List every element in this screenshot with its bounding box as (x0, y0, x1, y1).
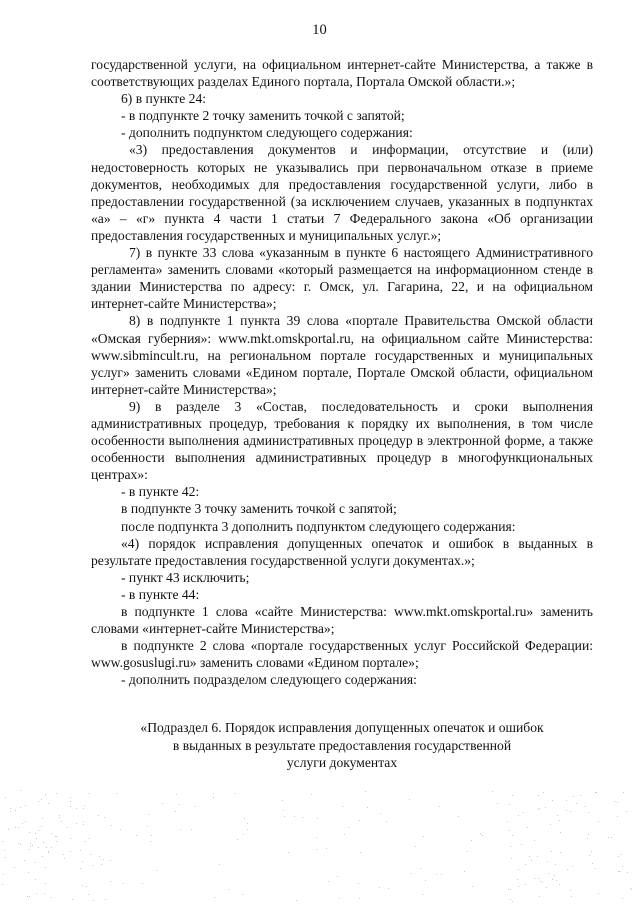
scan-speck (556, 880, 557, 881)
scan-speck (25, 805, 26, 806)
scan-speck (614, 801, 615, 802)
scan-speck (518, 869, 519, 870)
scan-speck (30, 846, 31, 847)
paragraph-item-9: 9) в разделе 3 «Состав, последовательность и сроки выполнения административных процедур, требования к порядку их выполнения, в том числе особенности выполнения административных процедур в электронной форме, а также особенности выполнения административных процедур в многофункциональных центрах»: (91, 398, 593, 483)
scan-speck (622, 898, 623, 899)
subsection-heading-line-3: услуги документах (286, 754, 398, 770)
scan-speck (546, 887, 547, 888)
scan-speck (110, 860, 111, 861)
scan-speck (29, 832, 30, 833)
scan-speck (35, 833, 36, 834)
scan-speck (46, 847, 47, 848)
scan-speck (344, 834, 345, 835)
scan-speck (51, 833, 52, 834)
scan-speck (531, 860, 532, 861)
scan-speck (195, 806, 196, 807)
scan-speck (517, 879, 518, 880)
scan-speck (44, 893, 45, 894)
scan-speck (379, 887, 380, 888)
scan-speck (555, 864, 556, 865)
scan-speck (38, 847, 39, 848)
scan-speck (552, 879, 553, 880)
scan-speck (51, 847, 52, 848)
scan-speck (482, 835, 483, 836)
scan-speck (3, 874, 4, 875)
scan-speck (423, 836, 424, 837)
scan-speck (559, 820, 560, 821)
scan-speck (512, 901, 513, 902)
scan-speck (29, 849, 30, 850)
scan-speck (365, 791, 366, 792)
scan-speck (247, 829, 248, 830)
scan-speck (608, 837, 609, 838)
scan-speck (511, 858, 512, 859)
scan-speck (247, 823, 248, 824)
scan-speck (20, 844, 21, 845)
scan-speck (316, 849, 317, 850)
scan-speck (8, 829, 9, 830)
scan-speck (15, 810, 16, 811)
scan-speck (43, 842, 44, 843)
scan-speck (61, 821, 62, 822)
scan-speck (339, 898, 340, 899)
scan-speck (235, 793, 236, 794)
scan-speck (509, 830, 510, 831)
scan-speck (82, 861, 83, 862)
scan-speck (497, 803, 498, 804)
scan-speck (422, 894, 423, 895)
scan-speck (120, 829, 121, 830)
scan-speck (619, 871, 620, 872)
scan-speck (30, 843, 31, 844)
scan-speck (527, 827, 528, 828)
paragraph-add-subsection: - дополнить подразделом следующего содержания: (121, 672, 417, 688)
scan-speck (24, 860, 25, 861)
scan-speck (20, 790, 21, 791)
scan-speck (82, 885, 83, 886)
scan-speck (219, 864, 220, 865)
paragraph-item-6: 6) в пункте 24: (121, 91, 207, 107)
scan-speck (147, 826, 148, 827)
scan-speck (566, 800, 567, 801)
scan-speck (111, 825, 112, 826)
scan-speck (360, 852, 361, 853)
scan-speck (123, 883, 124, 884)
subsection-heading (91, 719, 593, 770)
scan-speck (45, 794, 46, 795)
scan-speck (85, 841, 86, 842)
scan-speck (543, 792, 544, 793)
scan-speck (18, 827, 19, 828)
scan-speck (29, 896, 30, 897)
scan-speck (386, 821, 387, 822)
scan-speck (42, 856, 43, 857)
scan-speck (467, 851, 468, 852)
scan-speck (588, 834, 589, 835)
scan-speck (110, 881, 111, 882)
scan-speck (409, 799, 410, 800)
scan-speck (20, 807, 21, 808)
scan-speck (439, 806, 440, 807)
scan-speck (472, 886, 473, 887)
scan-speck (622, 866, 623, 867)
paragraph-sub-3-replace: в подпункте 3 точку заменить точкой с запятой; (121, 501, 397, 517)
scan-speck (86, 886, 87, 887)
scan-speck (48, 803, 49, 804)
scan-speck (156, 870, 157, 871)
scan-speck (89, 793, 90, 794)
scan-speck (93, 900, 94, 901)
scan-speck (415, 846, 416, 847)
scan-speck (316, 837, 317, 838)
scan-speck (150, 841, 151, 842)
scan-speck (2, 884, 3, 885)
scan-speck (36, 893, 37, 894)
paragraph-continuation: государственной услуги, на официальном интернет-сайте Министерства, а также в соответствующих разделах Единого портала, Портала Омской области.»; (91, 57, 593, 90)
scan-speck (88, 894, 89, 895)
scan-speck (51, 897, 52, 898)
paragraph-sub-2-replace: в подпункте 2 слова «портале государственных услуг Российской Федерации: www.gosuslugi.ru» заменить словами «Едином портале»; (91, 638, 593, 671)
scan-speck (621, 854, 622, 855)
scan-speck (560, 832, 561, 833)
scan-speck (317, 818, 318, 819)
scan-speck (557, 815, 558, 816)
scan-speck (441, 874, 442, 875)
scan-speck (38, 801, 39, 802)
scan-speck (630, 888, 631, 889)
scan-speck (627, 872, 628, 873)
scan-speck (76, 823, 77, 824)
scan-speck (380, 813, 381, 814)
paragraph-sub-4-text: «4) порядок исправления допущенных опечаток и ошибок в выданных в результате предоставления государственной услуги документах.»; (91, 535, 593, 568)
scan-speck (538, 809, 539, 810)
scan-speck (525, 884, 526, 885)
scan-speck (83, 824, 84, 825)
scan-speck (27, 896, 28, 897)
scan-speck (244, 818, 245, 819)
scan-speck (598, 893, 599, 894)
scan-speck (337, 876, 338, 877)
scan-speck (539, 896, 540, 897)
subsection-heading-line-2: в выданных в результате предоставления государственной (172, 737, 512, 753)
scan-speck (571, 896, 572, 897)
scan-speck (70, 851, 71, 852)
scan-speck (367, 807, 368, 808)
scan-speck (191, 829, 192, 830)
scan-speck (35, 862, 36, 863)
scan-speck (45, 867, 46, 868)
scan-speck (237, 839, 238, 840)
scan-speck (213, 793, 214, 794)
scan-speck (15, 827, 16, 828)
scan-speck (492, 791, 493, 792)
paragraph-add-sub: - дополнить подпунктом следующего содержания: (121, 125, 413, 141)
scan-speck (48, 852, 49, 853)
scan-speck (142, 883, 143, 884)
paragraph-item-7: 7) в пункте 33 слова «указанным в пункте 6 настоящего Административного регламента» заменить словами «который размещается на информационном стенде в здании Министерства по адресу: г. Омск, ул. Гагарина, 22, и на официальном интернет-сайте Министерства»; (91, 245, 593, 312)
scan-speck (294, 816, 295, 817)
scan-speck (580, 795, 581, 796)
scan-speck (523, 812, 524, 813)
scan-speck (89, 838, 90, 839)
scan-speck (509, 804, 510, 805)
scan-speck (80, 850, 81, 851)
scan-speck (179, 804, 180, 805)
scan-speck (617, 802, 618, 803)
scan-speck (176, 794, 177, 795)
scan-speck (359, 820, 360, 821)
scan-speck (311, 794, 312, 795)
scan-speck (595, 868, 596, 869)
scan-speck (538, 878, 539, 879)
scan-speck (92, 865, 93, 866)
scan-speck (591, 851, 592, 852)
paragraph-point-44: - в пункте 44: (121, 586, 200, 602)
scan-speck (510, 889, 511, 890)
scan-speck (38, 830, 39, 831)
paragraph-sub-1-replace: в подпункте 1 слова «сайте Министерства: www.mkt.omskportal.ru» заменить словами «интернет-сайте Министерства»; (91, 604, 593, 637)
scan-speck (507, 821, 508, 822)
scan-speck (547, 861, 548, 862)
scan-speck (618, 871, 619, 872)
scan-speck (525, 864, 526, 865)
scan-speck (545, 807, 546, 808)
scan-speck (508, 889, 509, 890)
scan-speck (116, 793, 117, 794)
scan-speck (282, 800, 283, 801)
scan-speck (542, 882, 543, 883)
scan-speck (36, 838, 37, 839)
scan-speck (22, 823, 23, 824)
scan-speck (67, 827, 68, 828)
scan-speck (548, 873, 549, 874)
scan-speck (162, 803, 163, 804)
scan-speck (302, 817, 303, 818)
scan-speck (63, 854, 64, 855)
scan-speck (35, 879, 36, 880)
scan-speck (592, 863, 593, 864)
scan-speck (611, 837, 612, 838)
scan-speck (14, 867, 15, 868)
scan-speck (617, 816, 618, 817)
paragraph-item-8: 8) в подпункте 1 пункта 39 слова «портале Правительства Омской области «Омская губерния»: www.mkt.omskportal.ru, на официальном сайте Министерства: www.sibmincult.ru, на региональном портале государственных и муниципальных услуг» заменить словами «Едином портале, Портале Омской области, официальном интернет-сайте Министерства»; (91, 313, 593, 397)
scan-speck (151, 835, 152, 836)
scan-speck (104, 817, 105, 818)
scan-speck (560, 852, 561, 853)
scan-speck (570, 811, 571, 812)
scan-speck (518, 886, 519, 887)
scan-speck (242, 894, 243, 895)
scan-speck (510, 846, 511, 847)
page-number: 10 (312, 22, 327, 38)
scan-speck (425, 880, 426, 881)
scan-speck (59, 815, 60, 816)
scan-speck (388, 888, 389, 889)
scan-speck (538, 795, 539, 796)
scan-speck (598, 821, 599, 822)
scan-speck (589, 855, 590, 856)
scan-speck (342, 806, 343, 807)
scan-speck (70, 797, 71, 798)
scan-speck (80, 868, 81, 869)
scan-speck (98, 815, 99, 816)
scan-speck (76, 808, 77, 809)
scan-speck (18, 843, 19, 844)
paragraph-point-42: - в пункте 42: (121, 484, 200, 500)
scan-speck (552, 800, 553, 801)
scan-speck (631, 889, 632, 890)
scan-speck (70, 838, 71, 839)
scan-speck (83, 808, 84, 809)
scan-speck (559, 884, 560, 885)
scan-speck (10, 808, 11, 809)
scan-speck (572, 866, 573, 867)
scan-speck (56, 836, 57, 837)
scan-speck (136, 835, 137, 836)
scan-speck (90, 854, 91, 855)
scan-speck (566, 810, 567, 811)
scan-speck (518, 815, 519, 816)
scan-speck (103, 859, 104, 860)
scan-speck (411, 873, 412, 874)
scan-speck (41, 799, 42, 800)
scan-speck (4, 850, 5, 851)
scan-speck (464, 871, 465, 872)
scan-speck (41, 826, 42, 827)
scan-speck (56, 841, 57, 842)
paragraph-point-43: - пункт 43 исключить; (121, 569, 250, 585)
scan-speck (420, 868, 421, 869)
scan-speck (175, 811, 176, 812)
scan-speck (521, 844, 522, 845)
scan-speck (296, 900, 297, 901)
scan-speck (45, 883, 46, 884)
scan-speck (537, 856, 538, 857)
scan-speck (2, 841, 3, 842)
document-body (91, 56, 593, 771)
scan-speck (595, 792, 596, 793)
scan-speck (28, 872, 29, 873)
scan-speck (228, 889, 229, 890)
scan-speck (480, 833, 481, 834)
scan-speck (540, 881, 541, 882)
scan-speck (618, 856, 619, 857)
scan-speck (570, 890, 571, 891)
scan-speck (70, 806, 71, 807)
scan-speck (328, 881, 329, 882)
scan-speck (72, 899, 73, 900)
scan-speck (101, 864, 102, 865)
paragraph-after-sub-3: после подпункта 3 дополнить подпунктом следующего содержания: (121, 518, 516, 534)
scan-speck (585, 806, 586, 807)
scan-speck (214, 897, 215, 898)
scan-speck (283, 810, 284, 811)
scan-speck (48, 851, 49, 852)
scan-speck (529, 856, 530, 857)
scan-speck (105, 899, 106, 900)
scan-speck (42, 818, 43, 819)
subsection-heading-line-1: «Подраздел 6. Порядок исправления допущенных опечаток и ошибок (140, 720, 544, 736)
scan-speck (512, 795, 513, 796)
scan-speck (10, 811, 11, 812)
scan-speck (359, 898, 360, 899)
paragraph-sub-3-text: «3) предоставления документов и информации, отсутствие и (или) недостоверность которых не указывались при первоначальном отказе в приеме документов, необходимых для предоставления государственной услуги, либо в предоставлении государственной (за исключением случаев, указанных в подпунктах «а» – «г» пункта 4 части 1 статьи 7 Федерального закона «Об организации предоставления государственных и муниципальных услуг.»; (91, 142, 593, 243)
scan-speck (534, 840, 535, 841)
scan-speck (539, 808, 540, 809)
scan-speck (99, 856, 100, 857)
scan-speck (512, 835, 513, 836)
scan-speck (567, 869, 568, 870)
scan-speck (471, 840, 472, 841)
scan-speck (32, 845, 33, 846)
scan-speck (56, 793, 57, 794)
scan-speck (326, 848, 327, 849)
scan-speck (25, 821, 26, 822)
scan-speck (587, 838, 588, 839)
scan-speck (213, 797, 214, 798)
scan-speck (5, 797, 6, 798)
scan-speck (5, 857, 6, 858)
scan-speck (83, 821, 84, 822)
scan-speck (550, 824, 551, 825)
scan-speck (59, 817, 60, 818)
scan-speck (626, 811, 627, 812)
scan-speck (288, 852, 289, 853)
scan-speck (510, 899, 511, 900)
scan-speck (284, 816, 285, 817)
scan-speck (84, 805, 85, 806)
scan-speck (458, 816, 459, 817)
scan-speck (554, 875, 555, 876)
scan-speck (70, 801, 71, 802)
scan-speck (348, 827, 349, 828)
scan-speck (573, 796, 574, 797)
scan-speck (534, 878, 535, 879)
scan-speck (576, 803, 577, 804)
scan-speck (588, 812, 589, 813)
scan-speck (436, 874, 437, 875)
paragraph-sub-2: - в подпункте 2 точку заменить точкой с запятой; (121, 108, 405, 124)
scan-speck (64, 858, 65, 859)
scan-speck (551, 851, 552, 852)
scan-speck (148, 814, 149, 815)
scan-speck (358, 883, 359, 884)
scan-speck (180, 829, 181, 830)
scan-speck (623, 792, 624, 793)
scan-speck (243, 834, 244, 835)
